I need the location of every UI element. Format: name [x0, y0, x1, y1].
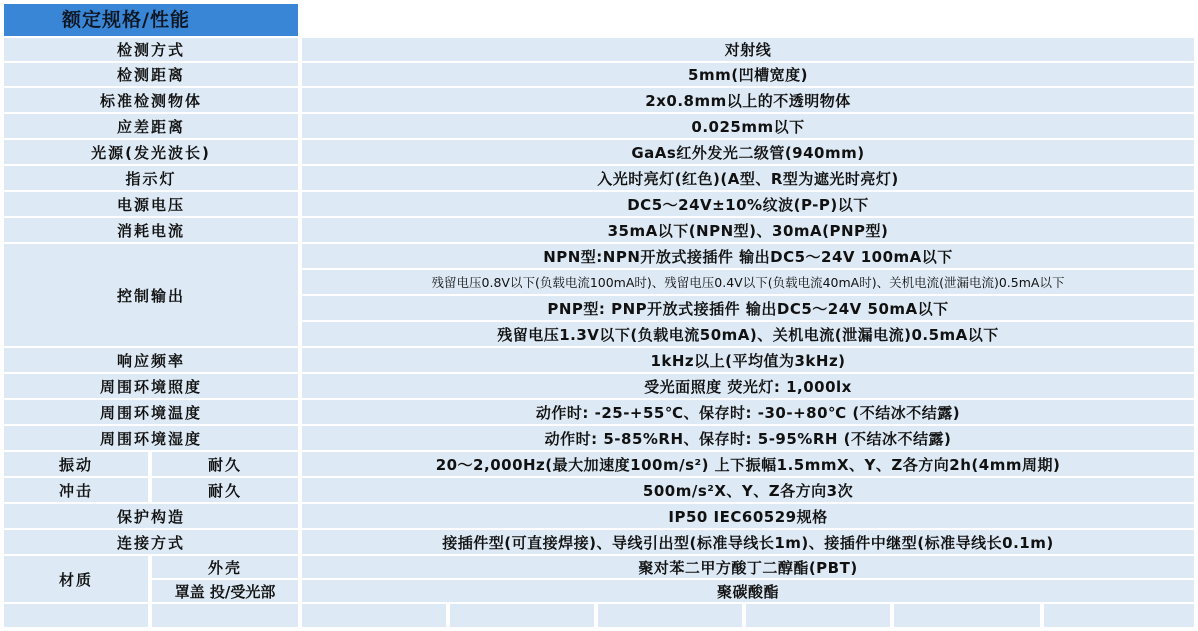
- value-connection: 接插件型(可直接焊接)、导线引出型(标准导线长1m)、接插件中继型(标准导线长0.1m): [302, 530, 1194, 554]
- value-detection-method: 对射线: [302, 38, 1194, 61]
- value-control-output-pnp-residual: 残留电压1.3V以下(负载电流50mA)、关机电流(泄漏电流)0.5mA以下: [302, 322, 1194, 346]
- label-detection-distance: 检测距离: [4, 63, 298, 86]
- empty-cell: [450, 604, 594, 627]
- label-material: 材质: [4, 556, 148, 602]
- empty-cell: [746, 604, 890, 627]
- value-control-output-pnp: PNP型: PNP开放式接插件 输出DC5～24V 50mA以下: [302, 296, 1194, 320]
- label-ambient-humidity: 周围环境湿度: [4, 426, 298, 450]
- value-standard-object: 2x0.8mm以上的不透明物体: [302, 88, 1194, 112]
- label-hysteresis: 应差距离: [4, 114, 298, 138]
- label-shock: 冲击: [4, 478, 148, 502]
- value-ambient-humidity: 动作时: 5-85%RH、保存时: 5-95%RH (不结冰不结露): [302, 426, 1194, 450]
- label-control-output: 控制输出: [4, 244, 298, 346]
- value-protection: IP50 IEC60529规格: [302, 504, 1194, 528]
- label-material-cover: 罩盖 投/受光部: [152, 580, 298, 602]
- label-protection: 保护构造: [4, 504, 298, 528]
- value-current-consumption: 35mA以下(NPN型)、30mA(PNP型): [302, 218, 1194, 242]
- table-title: 额定规格/性能: [4, 4, 298, 36]
- empty-cell: [4, 604, 148, 627]
- empty-cell: [894, 604, 1040, 627]
- value-ambient-illuminance: 受光面照度 荧光灯: 1,000lx: [302, 374, 1194, 398]
- empty-cell: [302, 604, 446, 627]
- label-shock-durability: 耐久: [152, 478, 298, 502]
- value-material-cover: 聚碳酸酯: [302, 580, 1194, 602]
- value-indicator: 入光时亮灯(红色)(A型、R型为遮光时亮灯): [302, 166, 1194, 190]
- label-vibration: 振动: [4, 452, 148, 476]
- value-material-housing: 聚对苯二甲方酸丁二醇酯(PBT): [302, 556, 1194, 578]
- label-light-source: 光源(发光波长): [4, 140, 298, 164]
- value-shock: 500m/s²X、Y、Z各方向3次: [302, 478, 1194, 502]
- value-response-frequency: 1kHz以上(平均值为3kHz): [302, 348, 1194, 372]
- label-supply-voltage: 电源电压: [4, 192, 298, 216]
- label-response-frequency: 响应频率: [4, 348, 298, 372]
- label-indicator: 指示灯: [4, 166, 298, 190]
- label-detection-method: 检测方式: [4, 38, 298, 61]
- value-supply-voltage: DC5～24V±10%纹波(P-P)以下: [302, 192, 1194, 216]
- label-ambient-illuminance: 周围环境照度: [4, 374, 298, 398]
- empty-cell: [1044, 604, 1194, 627]
- empty-cell: [598, 604, 742, 627]
- label-vibration-durability: 耐久: [152, 452, 298, 476]
- label-standard-object: 标准检测物体: [4, 88, 298, 112]
- label-ambient-temperature: 周围环境温度: [4, 400, 298, 424]
- value-ambient-temperature: 动作时: -25-+55℃、保存时: -30-+80℃ (不结冰不结露): [302, 400, 1194, 424]
- value-control-output-npn: NPN型:NPN开放式接插件 输出DC5～24V 100mA以下: [302, 244, 1194, 268]
- label-material-housing: 外壳: [152, 556, 298, 578]
- label-current-consumption: 消耗电流: [4, 218, 298, 242]
- value-light-source: GaAs红外发光二级管(940mm): [302, 140, 1194, 164]
- value-detection-distance: 5mm(凹槽宽度): [302, 63, 1194, 86]
- value-control-output-npn-residual: 残留电压0.8V以下(负载电流100mA时)、残留电压0.4V以下(负载电流40mA时)、关机电流(泄漏电流)0.5mA以下: [302, 270, 1194, 294]
- value-hysteresis: 0.025mm以下: [302, 114, 1194, 138]
- empty-cell: [152, 604, 298, 627]
- value-vibration: 20～2,000Hz(最大加速度100m/s²) 上下振幅1.5mmX、Y、Z各方向2h(4mm周期): [302, 452, 1194, 476]
- label-connection: 连接方式: [4, 530, 298, 554]
